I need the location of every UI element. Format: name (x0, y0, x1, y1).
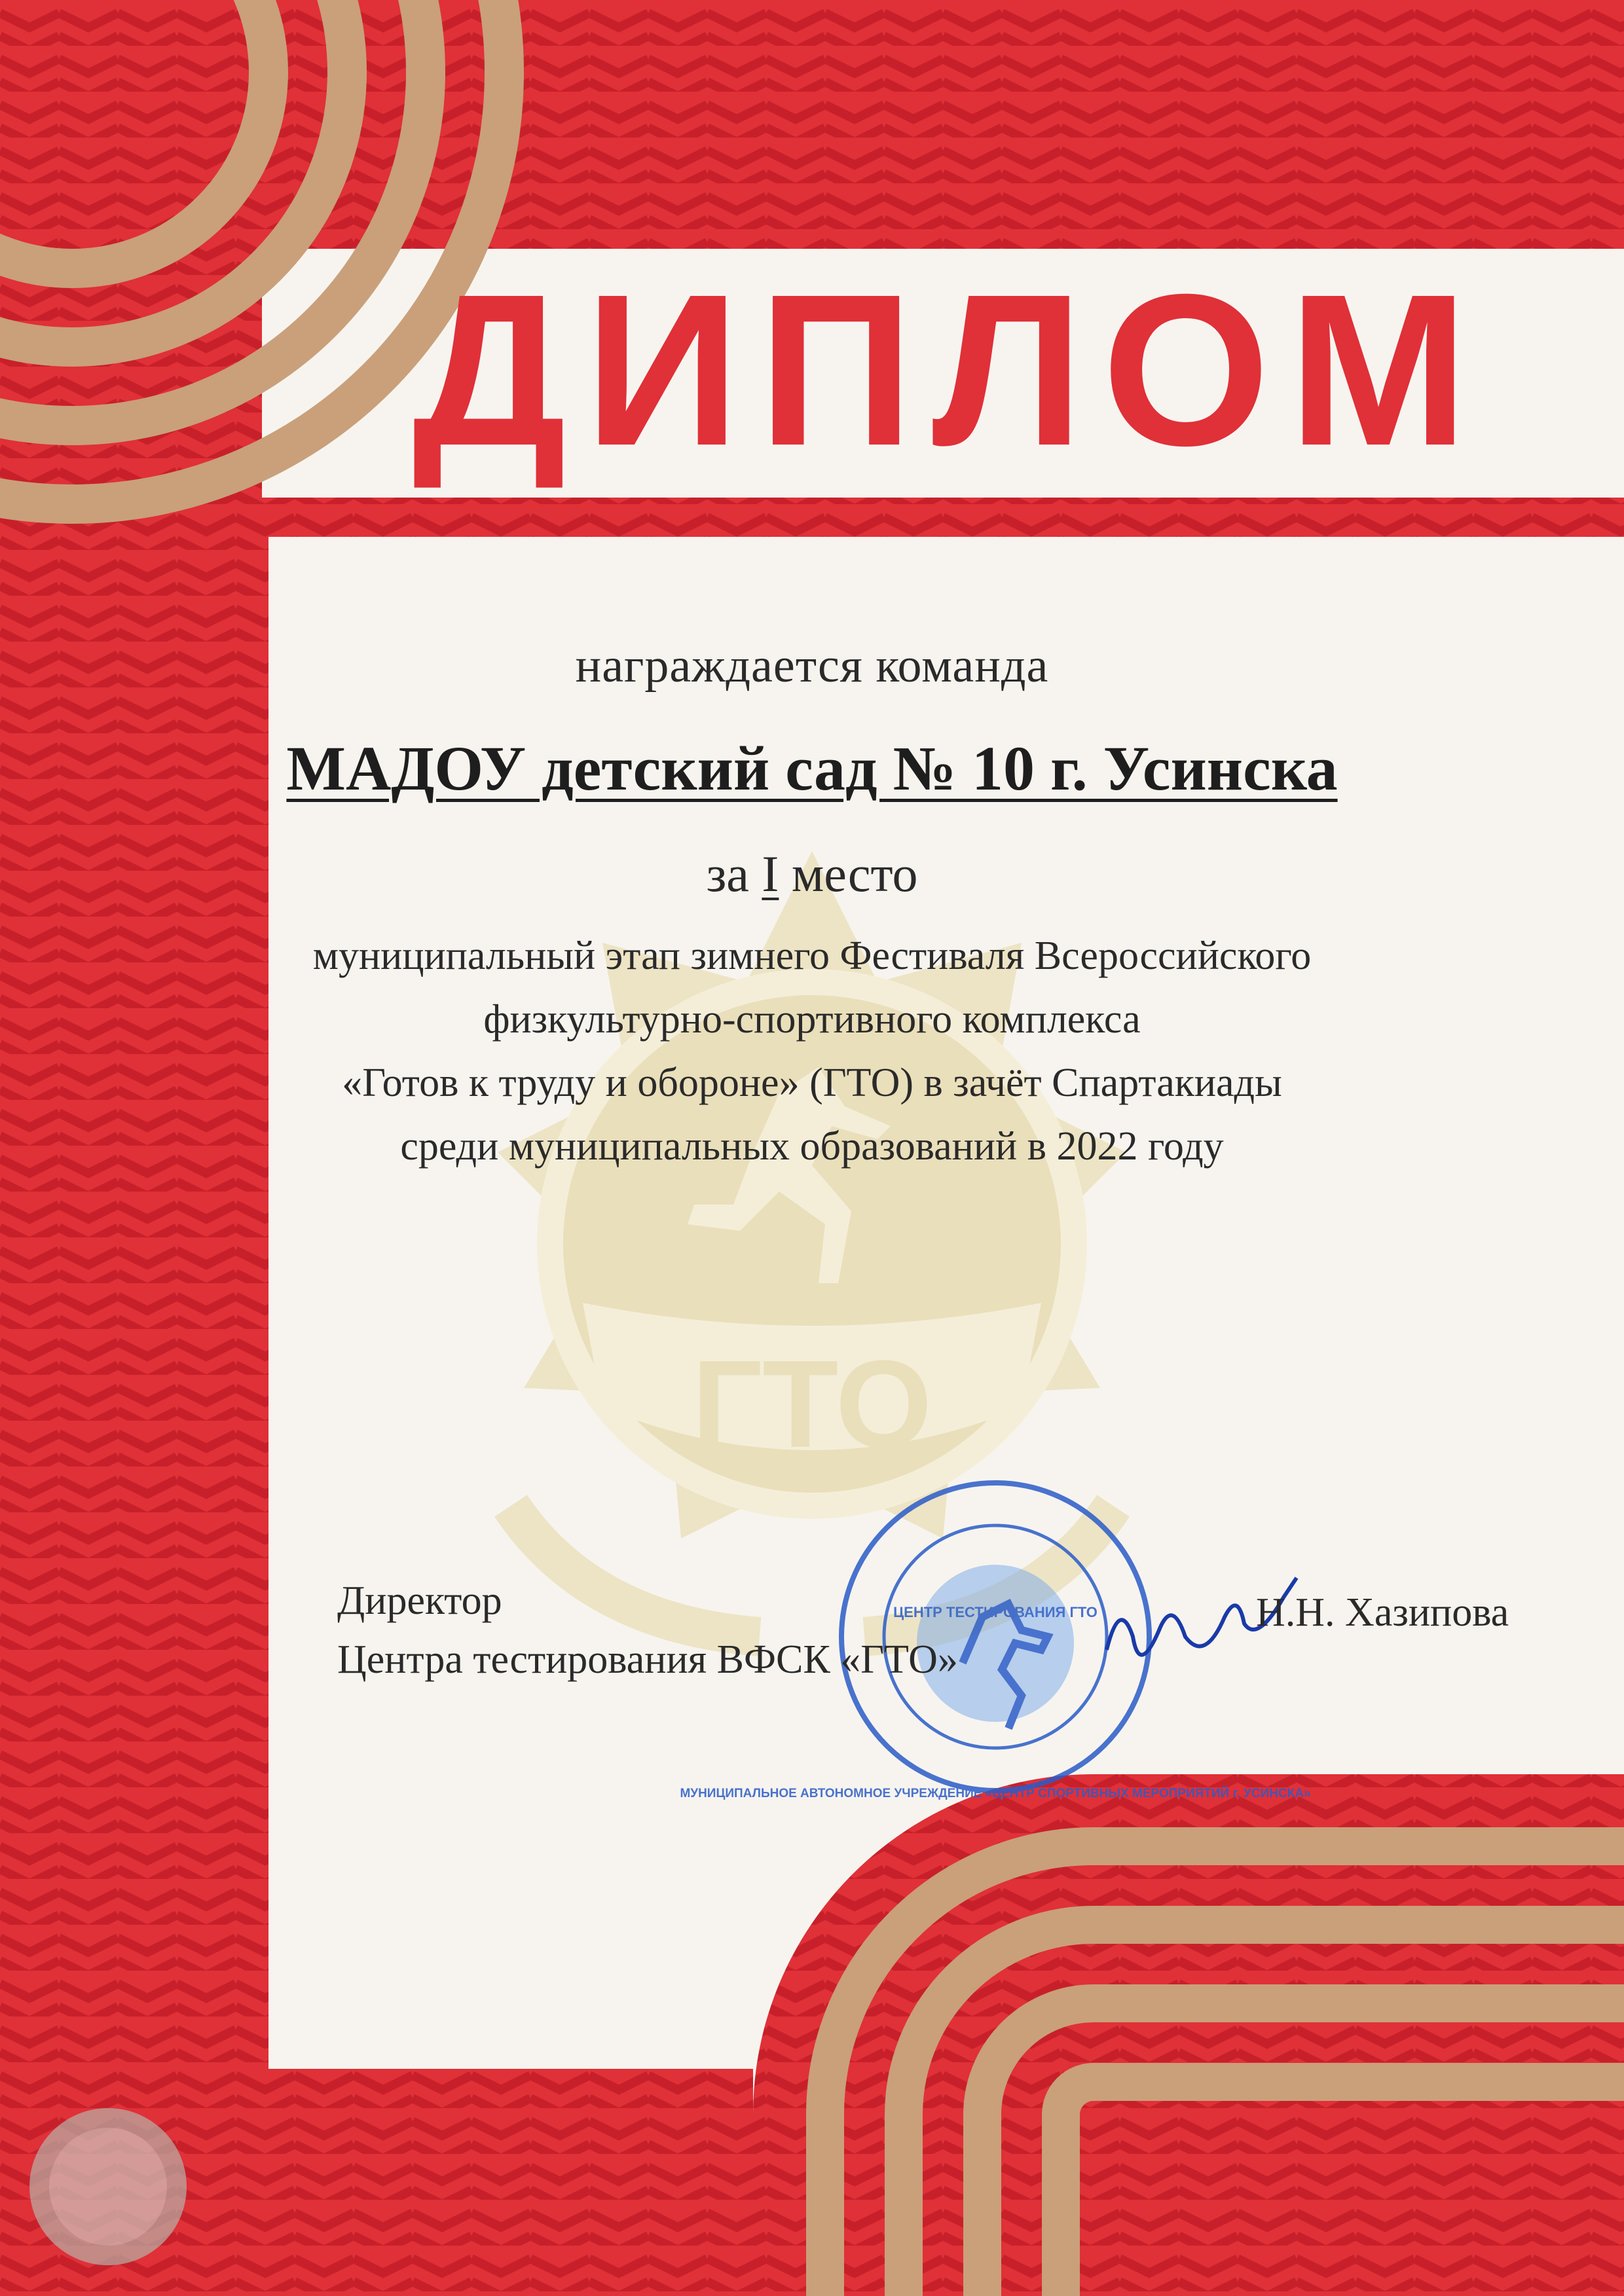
description-line-4: среди муниципальных образований в 2022 году (400, 1124, 1224, 1169)
team-name: МАДОУ детский сад № 10 г. Усинска (286, 733, 1338, 803)
awarded-line: награждается команда (575, 639, 1049, 693)
stamp-inner-text: ЦЕНТР ТЕСТИРОВАНИЯ ГТО (893, 1604, 1098, 1620)
corner-seal (29, 2108, 187, 2265)
place-suffix: место (791, 845, 918, 902)
bottom-right-rings (753, 1774, 1624, 2296)
stamp-ring-text: МУНИЦИПАЛЬНОЕ АВТОНОМНОЕ УЧРЕЖДЕНИЕ «ЦЕНТР СПОРТИВНЫХ МЕРОПРИЯТИЙ г. УСИНСКА» (680, 1787, 1311, 1800)
place-number: I (762, 845, 779, 902)
signatory-name: Н.Н. Хазипова (1256, 1590, 1509, 1635)
place-prefix: за (706, 845, 749, 902)
diploma-title: ДИПЛОМ (412, 249, 1487, 490)
emblem-gto-label: ГТО (692, 1335, 932, 1474)
description-line-2: физкультурно-спортивного комплекса (483, 997, 1141, 1042)
signatory-position-line-2: Центра тестирования ВФСК «ГТО» (337, 1637, 958, 1682)
signatory-position-line-1: Директор (337, 1578, 502, 1623)
place-line (0, 845, 1624, 903)
description-line-3: «Готов к труду и обороне» (ГТО) в зачёт Спартакиады (342, 1061, 1282, 1105)
description-line-1: муниципальный этап зимнего Фестиваля Всероссийского (312, 934, 1312, 978)
